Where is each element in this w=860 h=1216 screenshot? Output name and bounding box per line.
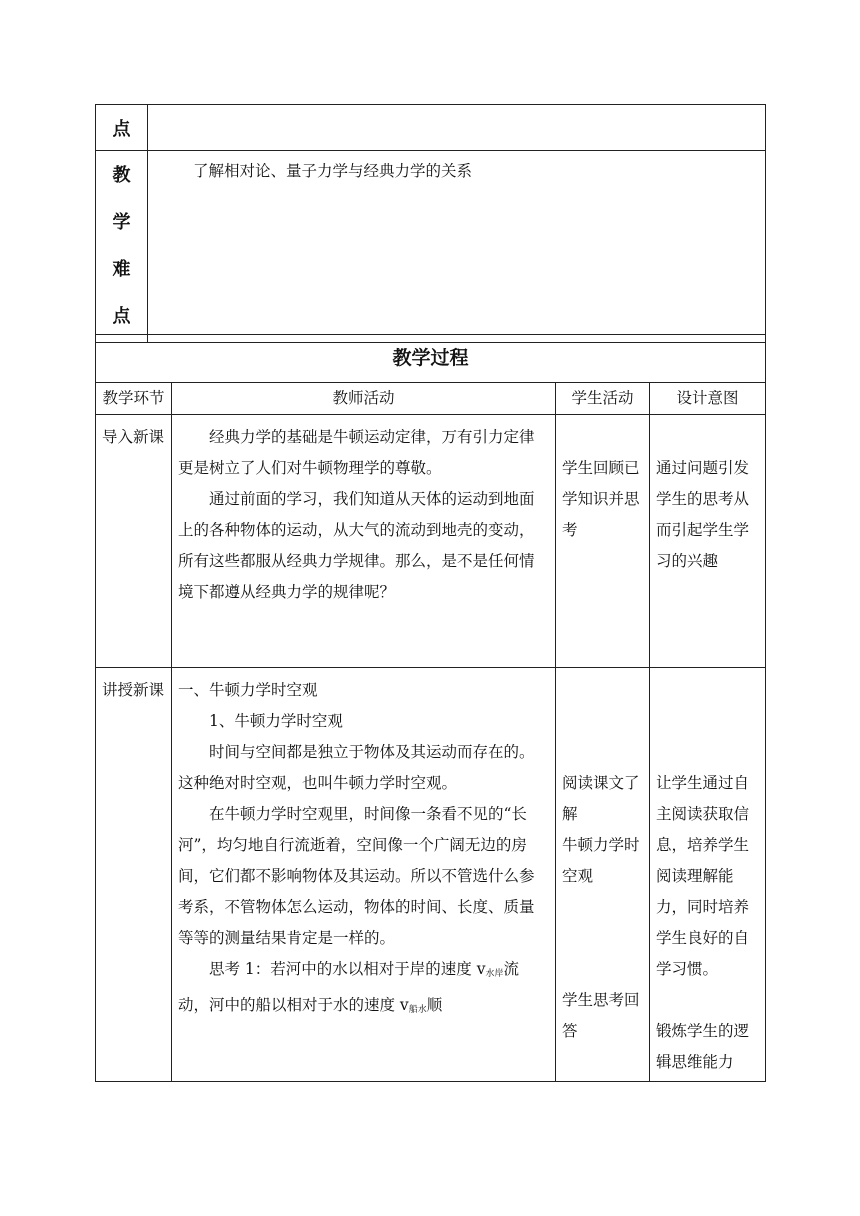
teacher-intro-p2: 通过前面的学习，我们知道从天体的运动到地面上的各种物体的运动，从大气的流动到地壳的变动，所有这些都服从经典力学规律。那么，是不是任何情境下都遵从经典力学的规律呢？	[178, 490, 535, 601]
teacher-intro-p1: 经典力学的基础是牛顿运动定律，万有引力定律更是树立了人们对牛顿物理学的尊敬。	[178, 428, 535, 477]
row-new-lesson	[96, 668, 766, 1082]
lesson-p2: 在牛顿力学时空观里，时间像一条看不见的“长河”，均匀地自行流逝着，空间像一个广阔无边的房间，它们都不影响物体及其运动。所以不管选什么参考系，不管物体怎么运动，物体的时间、长度、质量等等的测量结果肯定是一样的。	[178, 805, 535, 947]
row-difficult-point	[96, 151, 766, 343]
header-student: 学生活动	[555, 383, 649, 415]
subscript-boat-water: 船水	[408, 1005, 427, 1015]
key-point-label: 点	[96, 105, 148, 151]
intent-intro: 通过问题引发学生的思考从而引起学生学习的兴趣	[649, 415, 765, 668]
subscript-water-bank: 水岸	[485, 969, 504, 979]
teaching-process-table	[95, 334, 766, 1082]
row-key-point-tail	[96, 105, 766, 151]
stage-intro: 导入新课	[96, 415, 172, 668]
student-intro: 学生回顾已学知识并思考	[555, 415, 649, 668]
process-header-row	[96, 383, 766, 415]
header-teacher: 教师活动	[172, 383, 556, 415]
teacher-new-lesson	[172, 668, 556, 1082]
stage-new-lesson: 讲授新课	[96, 668, 172, 1082]
process-title: 教学过程	[96, 335, 766, 383]
student-new-lesson: 阅读课文了解 牛顿力学时空观 学生思考回答	[555, 668, 649, 1082]
process-title-row	[96, 335, 766, 383]
lesson-think-1: 思考 1：若河中的水以相对于岸的速度 $v_{水岸}$流动，河中的船以相对于水的速度 $v_{船水}$顺	[178, 960, 520, 1015]
header-intent: 设计意图	[649, 383, 765, 415]
lesson-p1: 时间与空间都是独立于物体及其运动而存在的。这种绝对时空观，也叫牛顿力学时空观。	[178, 743, 535, 792]
top-info-table	[95, 104, 766, 343]
header-stage: 教学环节	[96, 383, 172, 415]
intent-new-lesson: 让学生通过自主阅读获取信息，培养学生阅读理解能力，同时培养学生良好的自学习惯。 锻炼学生的逻辑思维能力	[649, 668, 765, 1082]
key-point-content	[148, 105, 766, 151]
lesson-heading: 一、牛顿力学时空观	[178, 681, 318, 699]
row-introduction	[96, 415, 766, 668]
difficult-point-label: 教 学 难 点	[96, 151, 148, 343]
difficult-point-content: 了解相对论、量子力学与经典力学的关系	[148, 151, 766, 343]
teacher-intro	[172, 415, 556, 668]
lesson-subheading: 1、牛顿力学时空观	[209, 712, 343, 730]
